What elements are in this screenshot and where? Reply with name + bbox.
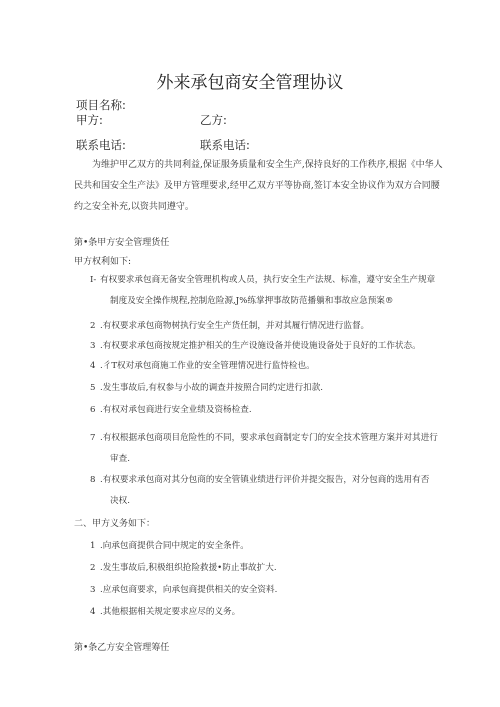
item-continuation: 审查. (110, 454, 130, 464)
item-number: 6 (90, 405, 96, 415)
item-number: 3 (90, 585, 96, 595)
item-text: .有权根据承包商项目危险性的不同，要求承包商制定专门的安全技术管理方案并对其进行 (100, 433, 438, 443)
rights-item (90, 400, 440, 421)
item-number: 2 (90, 563, 96, 573)
rights-item (90, 470, 440, 512)
rights-item (90, 378, 440, 399)
party-a-label: 甲方: (76, 113, 103, 127)
party-b-label: 乙方: (200, 113, 227, 127)
rights-item (90, 428, 440, 470)
document-title: 外来承包商安全管理协议 (156, 73, 344, 93)
duties-item (90, 580, 440, 601)
item-text: .应承包商要求，向承包商提供相关的安全资料. (100, 585, 278, 595)
item-text: .向承包商提供合同中规定的安全条件。 (100, 541, 249, 551)
item-text: .有权要求承包商对其分包商的安全管镇业绩进行评价并提交报告，对分包商的选用有否 (100, 475, 430, 485)
rights-item (90, 316, 440, 337)
item-text: 有权要求承包商无备安全管理机构或人员，执行安全生产法规、标准，遵守安全生产规章 (100, 275, 436, 285)
item-continuation: 制度及安全操作规程,控制危险源,J%练掌押事故防范播躺和事故应急预案® (110, 296, 394, 306)
item-text: .其他根据相关规定要求应尽的义务。 (100, 607, 241, 617)
item-number: 4 (90, 361, 96, 371)
duties-item (90, 536, 440, 557)
duties-item (90, 602, 440, 623)
rights-heading: 甲方权利如下: (74, 257, 132, 267)
item-text: .彳T权对承包商施工作业的安全管理情况进行监恃检也。 (100, 361, 315, 371)
duties-item (90, 558, 440, 579)
intro-paragraph: 为维护甲乙双方的共同利益,保证服务质量和安全生产,保持良好的工作秩序,根据《中华人民共和国安全生产法》及甲方管理要求,经甲乙双方平等协商,签订本安全协议作为双方合同腰约之安全补充,以资共同遵守。 (74, 160, 443, 212)
duties-heading: 二、甲方义务如下： (74, 519, 156, 529)
item-text: .发生事故后,有权参与小故的调查并按照合同约定进行扣款. (100, 383, 324, 393)
party-a-phone-label: 联系电话: (76, 138, 126, 152)
rights-item (90, 336, 440, 357)
item-continuation: 决权. (110, 496, 130, 506)
item-number: I- (90, 275, 97, 285)
item-number: 8 (90, 475, 96, 485)
item-number: 4 (90, 607, 96, 617)
item-text: .有权对承包商进行安全业绩及资杨检查. (100, 405, 252, 415)
item-number: 7 (90, 433, 96, 443)
article1-heading: 第•条甲方安全管理货任 (74, 238, 170, 248)
party-b-phone-label: 联系电话: (200, 138, 250, 152)
item-number: 1 (90, 541, 96, 551)
item-text: .发生事故后,积极组织抢险救援•防止事故扩大. (100, 563, 277, 573)
item-number: 5 (90, 383, 96, 393)
article2-heading: 第•条乙方安全管理筹任 (74, 643, 170, 653)
item-text: .有权要求承包商按规定推护相关的生产设施设备并使设施设备处于良好的工作状态。 (100, 341, 421, 351)
rights-item (90, 356, 440, 377)
rights-item (90, 270, 440, 312)
item-text: .有权要求承包商物树执行安全生产货任制，并对其履行情况进行监督。 (100, 321, 370, 331)
project-name-label: 项目名称: (76, 98, 126, 112)
item-number: 2 (90, 321, 96, 331)
item-number: 3 (90, 341, 96, 351)
